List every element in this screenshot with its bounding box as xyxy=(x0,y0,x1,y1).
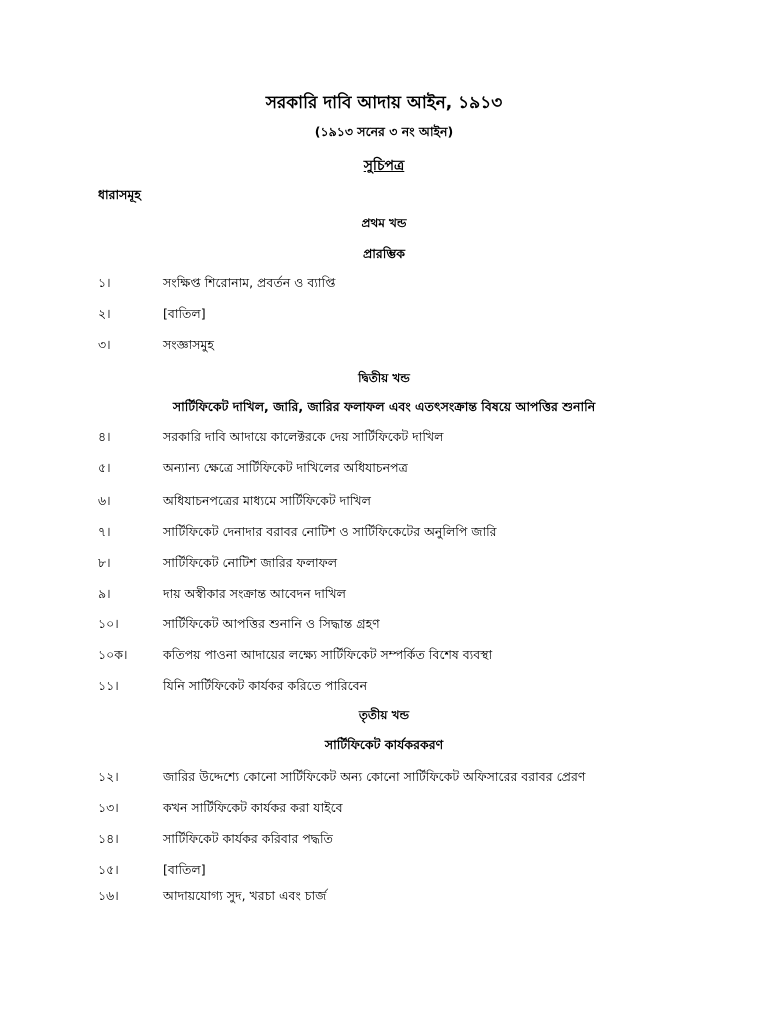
section-title: সার্টিফিকেট আপত্তির শুনানি ও সিদ্ধান্ত গ্রহণ xyxy=(163,616,380,631)
section-title: দায় অস্বীকার সংক্রান্ত আবেদন দাখিল xyxy=(163,586,346,601)
section-title: কতিপয় পাওনা আদায়ের লক্ষ্যে সার্টিফিকেট সম্পর্কিত বিশেষ ব্যবস্থা xyxy=(163,647,493,662)
section-number: ২। xyxy=(98,306,111,321)
toc-entry xyxy=(0,493,768,513)
section-title: [বাতিল] xyxy=(163,862,206,877)
section-title: আদায়যোগ্য সুদ, খরচা এবং চার্জ xyxy=(163,888,327,903)
section-number: ৩। xyxy=(98,337,111,352)
section-number: ১০। xyxy=(98,616,119,631)
section-title: সরকারি দাবি আদায়ে কালেক্টরকে দেয় সার্টিফিকেট দাখিল xyxy=(163,429,444,444)
sections-column-label: ধারাসমূহ xyxy=(98,187,141,202)
part-1-heading: প্রারম্ভিক xyxy=(362,246,406,261)
toc-entry xyxy=(0,306,768,326)
section-number: ৮। xyxy=(98,555,111,570)
part-2-heading: সার্টিফিকেট দাখিল, জারি, জারির ফলাফল এবং এতৎসংক্রান্ত বিষয়ে আপত্তির শুনানি xyxy=(172,399,596,414)
part-3-label: তৃতীয় খন্ড xyxy=(358,708,410,722)
toc-entry xyxy=(0,678,768,698)
section-title: সার্টিফিকেট কার্যকর করিবার পদ্ধতি xyxy=(163,831,333,846)
section-title: সার্টিফিকেট দেনাদার বরাবর নোটিশ ও সার্টিফিকেটের অনুলিপি জারি xyxy=(163,524,497,539)
section-number: ৭। xyxy=(98,524,111,539)
document-title: সরকারি দাবি আদায় আইন, ১৯১৩ xyxy=(265,93,503,113)
section-number: ১১। xyxy=(98,678,119,693)
section-title: অধিযাচনপত্রের মাধ্যমে সার্টিফিকেট দাখিল xyxy=(163,493,371,508)
toc-entry xyxy=(0,769,768,789)
section-title: জারির উদ্দেশ্যে কোনো সার্টিফিকেট অন্য কোনো সার্টিফিকেট অফিসারের বরাবর প্রেরণ xyxy=(163,769,586,784)
section-number: ১৩। xyxy=(98,800,119,815)
section-number: ১০ক। xyxy=(98,647,128,662)
section-number: ৬। xyxy=(98,493,111,508)
section-number: ১৪। xyxy=(98,831,119,846)
act-number-subtitle: (১৯১৩ সনের ৩ নং আইন) xyxy=(314,124,454,139)
toc-entry xyxy=(0,800,768,820)
table-of-contents-heading: সুচিপত্র xyxy=(363,158,405,174)
toc-entry xyxy=(0,862,768,882)
section-title: অন্যান্য ক্ষেত্রে সার্টিফিকেট দাখিলের অধিযাচনপত্র xyxy=(163,460,408,475)
toc-entry xyxy=(0,555,768,575)
section-number: ১। xyxy=(98,275,111,290)
toc-entry xyxy=(0,337,768,357)
toc-entry xyxy=(0,831,768,851)
part-1-label: প্রথম খন্ড xyxy=(361,216,407,230)
toc-entry xyxy=(0,275,768,295)
section-number: ১৫। xyxy=(98,862,119,877)
toc-entry xyxy=(0,460,768,480)
toc-entry xyxy=(0,888,768,908)
toc-entry xyxy=(0,616,768,636)
toc-entry xyxy=(0,586,768,606)
part-3-heading: সার্টিফিকেট কার্যকরকরণ xyxy=(324,737,444,752)
section-number: ১২। xyxy=(98,769,119,784)
section-title: সংজ্ঞাসমুহ xyxy=(163,337,214,352)
part-2-label: দ্বিতীয় খন্ড xyxy=(358,371,410,385)
toc-entry xyxy=(0,429,768,449)
section-title: কখন সার্টিফিকেট কার্যকর করা যাইবে xyxy=(163,800,343,815)
section-title: সংক্ষিপ্ত শিরোনাম, প্রবর্তন ও ব্যাপ্তি xyxy=(163,275,336,290)
section-title: সার্টিফিকেট নোটিশ জারির ফলাফল xyxy=(163,555,338,570)
section-title: যিনি সার্টিফিকেট কার্যকর করিতে পারিবেন xyxy=(163,678,368,693)
section-number: ৪। xyxy=(98,429,111,444)
section-number: ৫। xyxy=(98,460,111,475)
section-number: ১৬। xyxy=(98,888,119,903)
section-title: [বাতিল] xyxy=(163,306,206,321)
section-number: ৯। xyxy=(98,586,111,601)
toc-entry xyxy=(0,524,768,544)
toc-entry xyxy=(0,647,768,667)
